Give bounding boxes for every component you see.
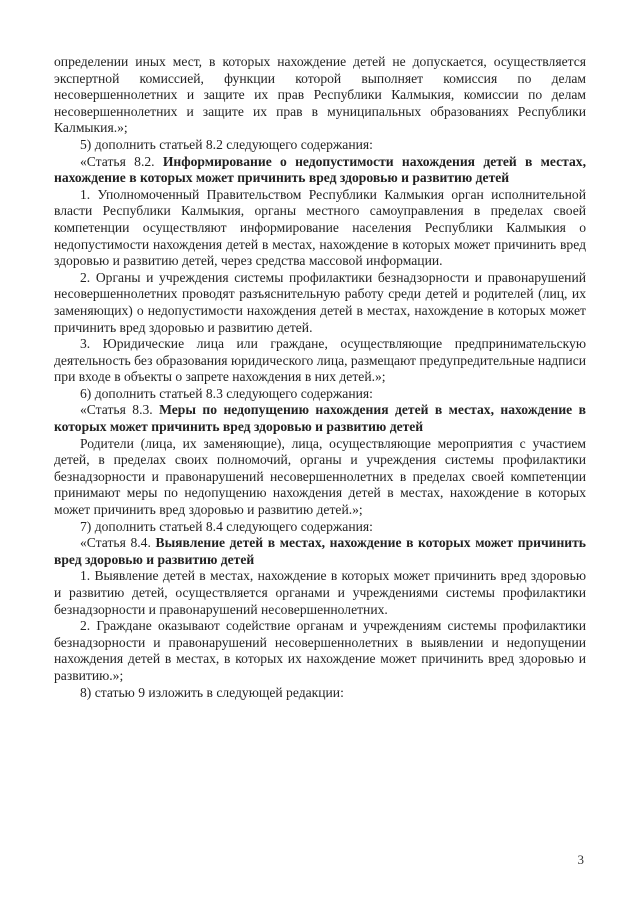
- amendment-item-6: 6) дополнить статьей 8.3 следующего содержания:: [80, 385, 373, 401]
- article-8-2-number: «Статья 8.2.: [80, 153, 163, 169]
- article-8-3-title: Меры по недопущению нахождения детей в местах, нахождение в которых может причинить вред здоровью и развитию детей: [54, 402, 586, 435]
- article-8-4-clause-1: 1. Выявление детей в местах, нахождение в которых может причинить вред здоровью и развитию детей, осуществляется органами и учреждениями системы профилактики безнадзорности и правонарушений несовершеннолетних.: [54, 568, 586, 617]
- paragraph-continuation: определении иных мест, в которых нахождение детей не допускается, осуществляется экспертной комиссией, функции которой выполняет комиссия по делам несовершеннолетних и защите их прав Республики Калмыкия, комиссии по делам несовершеннолетних и защите их прав в муниципальных образованиях Республики Калмыкия.»;: [54, 54, 586, 136]
- article-8-4-heading: [54, 535, 586, 568]
- document-body: [54, 54, 586, 701]
- article-8-4-number: «Статья 8.4.: [80, 535, 156, 551]
- amendment-item-8: 8) статью 9 изложить в следующей редакции:: [80, 684, 344, 700]
- article-8-4-clause-2: 2. Граждане оказывают содействие органам и учреждениям системы профилактики безнадзорности и правонарушений несовершеннолетних в выявлении и недопущении нахождения детей в местах, в которых их нахождение может причинить вред здоровью и развитию.»;: [54, 618, 586, 683]
- article-8-2-clause-3: 3. Юридические лица или граждане, осуществляющие предпринимательскую деятельность без образования юридического лица, размещают предупредительные надписи при входе в объекты о запрете нахождения в них детей.»;: [54, 336, 587, 385]
- page-number: 3: [577, 852, 584, 867]
- article-8-3-body: Родители (лица, их заменяющие), лица, осуществляющие мероприятия с участием детей, в пределах своих полномочий, органы и учреждения системы профилактики безнадзорности и правонарушений несовершеннолетних в пределах своей компетенции принимают меры по недопущению нахождения детей в местах, нахождение в которых может причинить вред здоровью и развитию детей.»;: [54, 435, 586, 518]
- article-8-2-clause-1: 1. Уполномоченный Правительством Республики Калмыкия орган исполнительной власти Республики Калмыкия, органы местного самоуправления в пределах своей компетенции осуществляют информирование населения Республики Калмыкия о недопустимости нахождения детей в местах, нахождение в которых может причинить вред здоровью и развитию детей, через средства массовой информации.: [54, 186, 586, 269]
- article-8-2-clause-2: 2. Органы и учреждения системы профилактики безнадзорности и правонарушений несовершеннолетних проводят разъяснительную работу среди детей и родителей (лиц, их заменяющих) о недопустимости нахождения детей в местах, нахождение в которых может причинить вред здоровью и развитию детей.: [54, 269, 586, 335]
- article-8-2-title: Информирование о недопустимости нахождения детей в местах, нахождение в которых может причинить вред здоровью и развитию детей: [54, 153, 586, 186]
- article-8-3-heading: [54, 402, 586, 435]
- article-8-3-number: «Статья 8.3.: [80, 402, 160, 418]
- article-8-4-title: Выявление детей в местах, нахождение в которых может причинить вред здоровью и развитию детей: [54, 535, 586, 567]
- article-8-2-heading: [54, 154, 586, 187]
- amendment-item-7: 7) дополнить статьей 8.4 следующего содержания:: [80, 518, 373, 534]
- amendment-item-5: 5) дополнить статьей 8.2 следующего содержания:: [80, 136, 373, 152]
